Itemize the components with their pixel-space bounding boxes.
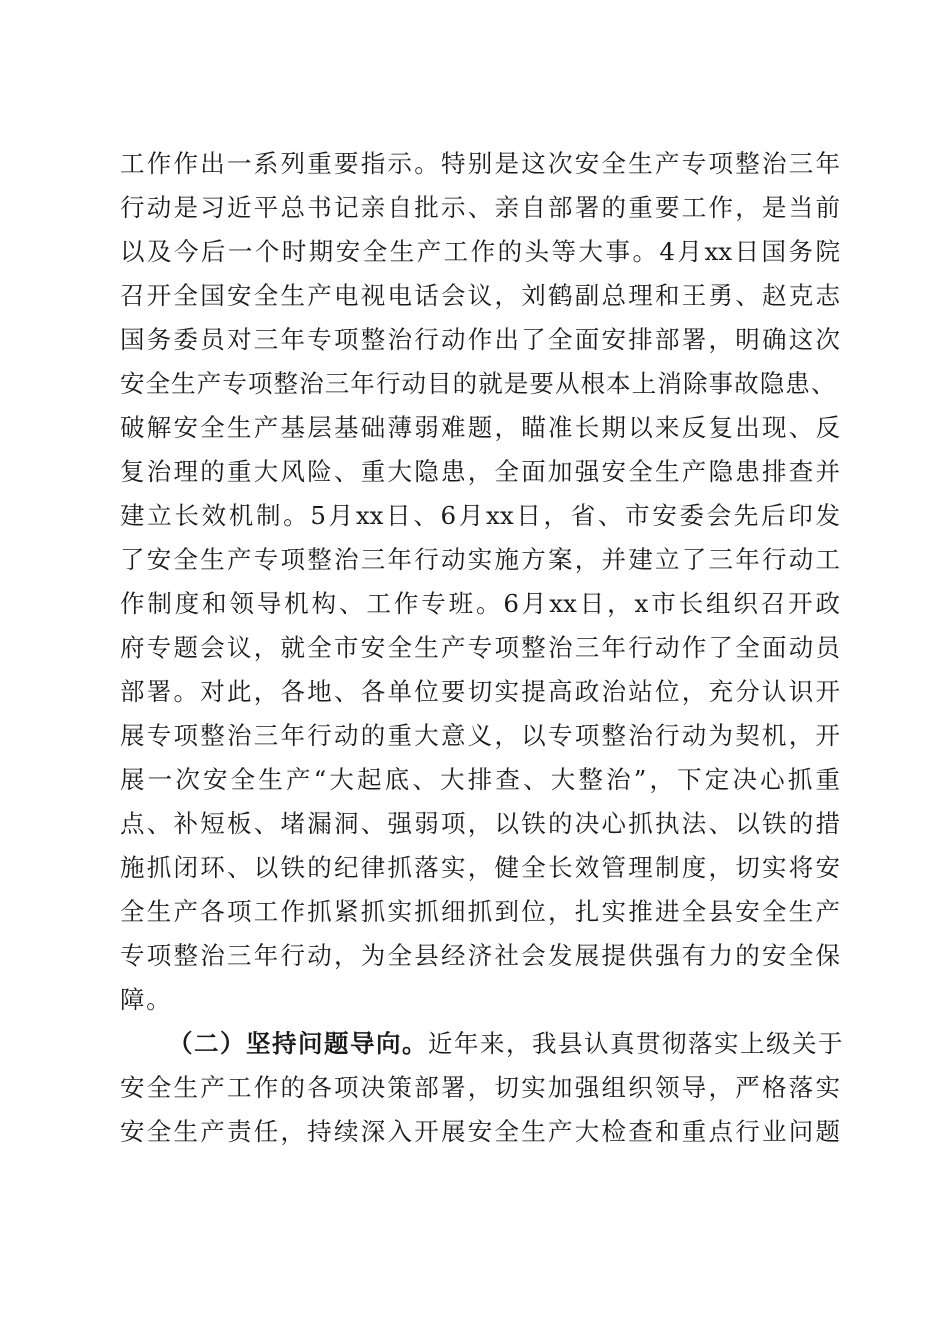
text-line: 行动是习近平总书记亲自批示、亲自部署的重要工作，是当前 (120, 193, 840, 222)
text-line: 建立长效机制。5月xx日、6月xx日，省、市安委会先后印发 (120, 501, 840, 530)
text-line: 复治理的重大风险、重大隐患，全面加强安全生产隐患排查并 (120, 457, 840, 486)
text-line: 府专题会议，就全市安全生产专项整治三年行动作了全面动员 (120, 633, 840, 662)
text-line: 安全生产专项整治三年行动目的就是要从根本上消除事故隐患、 (120, 369, 835, 398)
text-line: 工作作出一系列重要指示。特别是这次安全生产专项整治三年 (120, 149, 840, 178)
section-heading: （二）坚持问题导向。 (168, 1029, 428, 1058)
text-line: 展一次安全生产“大起底、大排查、大整治”，下定决心抓重 (120, 765, 840, 794)
text-line: 作制度和领导机构、工作专班。6月xx日，x市长组织召开政 (120, 589, 840, 618)
section-heading-line (168, 1024, 844, 1064)
text-line: 国务委员对三年专项整治行动作出了全面安排部署，明确这次 (120, 325, 840, 354)
section-text: 近年来，我县认真贯彻落实上级关于 (428, 1029, 844, 1058)
text-line: 施抓闭环、以铁的纪律抓落实，健全长效管理制度，切实将安 (120, 853, 840, 882)
text-line: 以及今后一个时期安全生产工作的头等大事。4月xx日国务院 (120, 237, 840, 266)
text-line: 召开全国安全生产电视电话会议，刘鹤副总理和王勇、赵克志 (120, 281, 840, 310)
text-line: 全生产各项工作抓紧抓实抓细抓到位，扎实推进全县安全生产 (120, 897, 840, 926)
text-line: 障。 (120, 985, 173, 1014)
text-line: 部署。对此，各地、各单位要切实提高政治站位，充分认识开 (120, 677, 840, 706)
text-line: 安全生产责任，持续深入开展安全生产大检查和重点行业问题 (120, 1117, 840, 1146)
text-line: 了安全生产专项整治三年行动实施方案，并建立了三年行动工 (120, 545, 840, 574)
text-line: 专项整治三年行动，为全县经济社会发展提供强有力的安全保 (120, 941, 840, 970)
text-line: 破解安全生产基层基础薄弱难题，瞄准长期以来反复出现、反 (120, 413, 840, 442)
text-line: 点、补短板、堵漏洞、强弱项，以铁的决心抓执法、以铁的措 (120, 809, 840, 838)
text-line: 安全生产工作的各项决策部署，切实加强组织领导，严格落实 (120, 1073, 840, 1102)
text-line: 展专项整治三年行动的重大意义，以专项整治行动为契机，开 (120, 721, 840, 750)
